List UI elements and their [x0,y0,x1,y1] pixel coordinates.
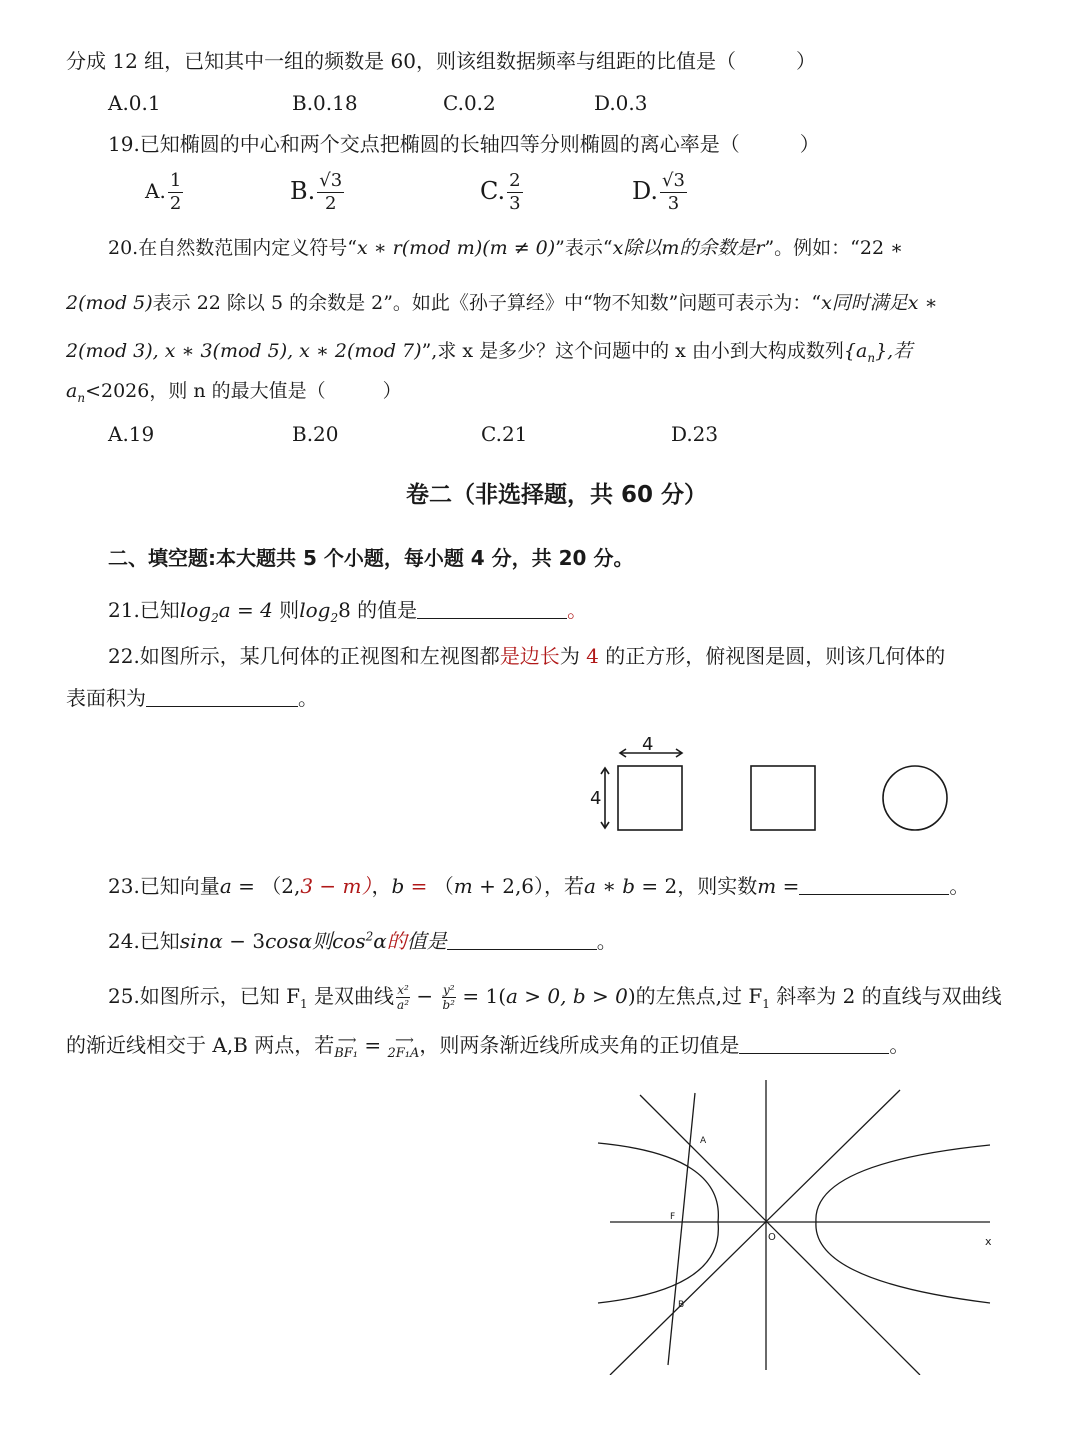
q23-stem: 23.已知向量a = （2,3 − m），b = （m + 2,6），若a ∗ b = 2，则实数m = 。 [108,874,970,898]
q21-stem: 21.已知$\log_2a = 4$ 则$\log_28$ 的值是 。 [108,598,588,625]
q19-option-c: C. $\frac{2}{3}$ [480,170,521,214]
q18-option-b: B.0.18 [292,91,358,115]
q18-option-a: A.0.1 [108,91,161,115]
q20-option-a: A.19 [108,422,155,446]
line-through-f1 [668,1093,695,1365]
q22-three-views-figure [580,730,970,840]
q25-hyperbola-figure [590,1075,1010,1375]
q25-line-2: 的渐近线相交于 A,B 两点，若 ⟶ BF₁ = ⟶ 2F₁A ，则两条渐近线所成夹角的正切值是 。 [66,1032,910,1061]
q18-option-d: D.0.3 [594,91,648,115]
asymptote-1 [640,1095,920,1375]
q23-answer-blank[interactable] [799,874,949,895]
top-dimension-label: 4 [642,734,654,755]
q18-option-c: C.0.2 [443,91,496,115]
q25-answer-blank[interactable] [739,1033,889,1054]
q20-line-4: $a_n<2026$，则 n 的最大值是（ ） [66,380,402,405]
q19-stem: 19.已知椭圆的中心和两个交点把椭圆的长轴四等分则椭圆的离心率是（ ） [108,132,820,156]
q20-line-1: 20.在自然数范围内定义符号“x ∗ r(mod m)(m ≠ 0)”表示“x除以m的余数是r”。例如：“22 ∗ [108,237,903,259]
q21-answer-blank[interactable] [417,598,567,619]
section-2-title: 二、填空题:本大题共 5 个小题，每小题 4 分，共 20 分。 [108,546,634,570]
q24-answer-blank[interactable] [447,929,597,950]
side-view-square [751,766,815,830]
hyperbola-left-branch [598,1143,718,1303]
top-view-circle [883,766,947,830]
label-f1: F [670,1212,676,1222]
q19-option-a: A. $\frac{1}{2}$ [145,170,182,214]
q20-option-b: B.20 [292,422,339,446]
q22-line-2: 表面积为 。 [66,686,318,710]
label-o: O [768,1232,776,1243]
part-2-title: 卷二（非选择题，共 60 分） [406,482,708,508]
q20-line-2: 2(mod 5)表示 22 除以 5 的余数是 2”。如此《孙子算经》中“物不知数”问题可表示为：“x同时满足x ∗ [66,292,938,314]
q25-line-1: 25.如图所示，已知 $F_1$ 是双曲线 $\frac{\text{x²}}{\text{a²}}$ − $\frac{\text{y²}}{\text{b²}}$ = 1(a > 0, b > 0)的左焦点,过 $F_1$ 斜率为 2 的直线与双曲线 [108,983,1002,1012]
asymptote-2 [610,1090,900,1375]
q20-option-d: D.23 [671,422,719,446]
label-b: B [678,1300,685,1310]
q22-line-1: 22.如图所示，某几何体的正视图和左视图都是边长为 4 的正方形，俯视图是圆，则该几何体的 [108,644,946,668]
q18-stem-tail: 分成 12 组，已知其中一组的频数是 60，则该组数据频率与组距的比值是（ ） [66,49,816,73]
label-a: A [700,1136,707,1146]
q19-option-b: B. $\frac{√3}{2}$ [290,170,343,214]
side-dimension-label: 4 [590,788,602,809]
hyperbola-right-branch [816,1145,990,1303]
q22-answer-blank[interactable] [146,686,298,707]
q24-stem: 24.已知sinα − 3cosα则$\cos^2\alpha$的值是 。 [108,929,617,953]
q20-option-c: C.21 [481,422,528,446]
label-x: x [985,1235,992,1248]
q20-line-3: 2(mod 3), x ∗ 3(mod 5), x ∗ 2(mod 7)”,求 x 是多少？这个问题中的 x 由小到大构成数列$\{a_n\}$,若 [66,340,913,365]
q19-option-d: D. $\frac{√3}{3}$ [632,170,685,214]
front-view-square [618,766,682,830]
